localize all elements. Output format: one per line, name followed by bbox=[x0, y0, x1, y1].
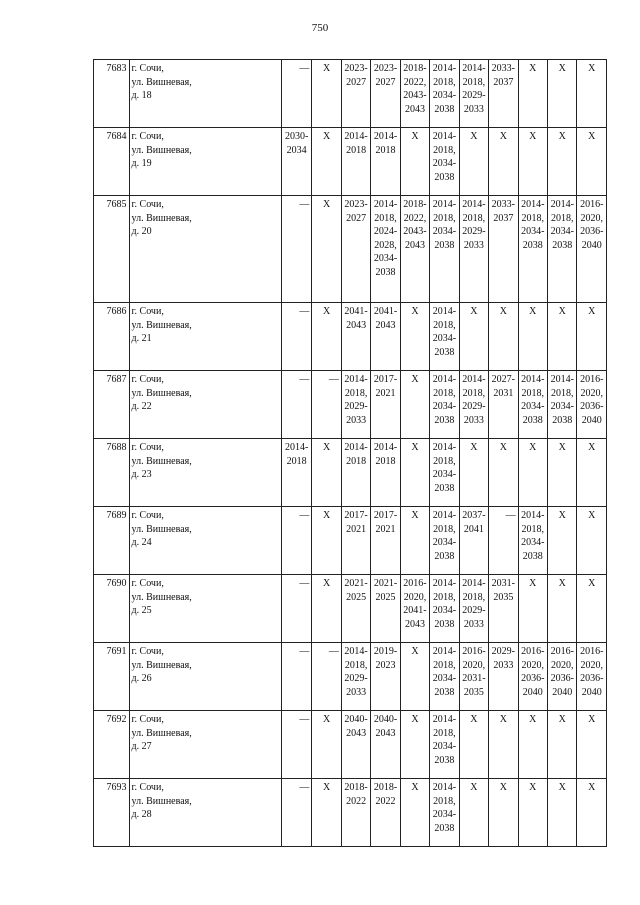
period-cell: X bbox=[548, 128, 577, 196]
period-cell: — bbox=[281, 371, 311, 439]
period-cell: 2018- 2022 bbox=[371, 779, 400, 847]
period-cell: — bbox=[281, 779, 311, 847]
period-cell: X bbox=[548, 711, 577, 779]
period-cell: 2014- 2018, 2034- 2038 bbox=[430, 779, 459, 847]
period-cell: 2014- 2018, 2034- 2038 bbox=[518, 196, 547, 303]
record-number: 7687 bbox=[94, 371, 130, 439]
period-cell: 2019- 2023 bbox=[371, 643, 400, 711]
table-row bbox=[94, 507, 607, 575]
period-cell: 2014- 2018, 2029- 2033 bbox=[341, 371, 370, 439]
period-cell: 2040- 2043 bbox=[371, 711, 400, 779]
period-cell: X bbox=[400, 371, 429, 439]
register-table bbox=[93, 59, 607, 847]
table-row bbox=[94, 196, 607, 303]
period-cell: X bbox=[577, 128, 607, 196]
period-cell: 2014- 2018, 2034- 2038 bbox=[430, 60, 459, 128]
period-cell: 2014- 2018 bbox=[371, 128, 400, 196]
period-cell: X bbox=[312, 439, 341, 507]
record-number: 7691 bbox=[94, 643, 130, 711]
period-cell: — bbox=[281, 303, 311, 371]
period-cell: 2014- 2018, 2034- 2038 bbox=[430, 439, 459, 507]
period-cell: — bbox=[281, 196, 311, 303]
table-row bbox=[94, 779, 607, 847]
period-cell: 2023- 2027 bbox=[341, 196, 370, 303]
period-cell: X bbox=[548, 60, 577, 128]
table-row bbox=[94, 643, 607, 711]
period-cell: — bbox=[489, 507, 518, 575]
period-cell: — bbox=[312, 371, 341, 439]
period-cell: — bbox=[281, 575, 311, 643]
period-cell: 2014- 2018, 2034- 2038 bbox=[430, 128, 459, 196]
period-cell: 2014- 2018, 2034- 2038 bbox=[518, 371, 547, 439]
period-cell: 2021- 2025 bbox=[341, 575, 370, 643]
table-row bbox=[94, 439, 607, 507]
period-cell: X bbox=[400, 439, 429, 507]
record-number: 7683 bbox=[94, 60, 130, 128]
period-cell: 2033- 2037 bbox=[489, 196, 518, 303]
period-cell: — bbox=[281, 711, 311, 779]
table-row bbox=[94, 371, 607, 439]
period-cell: 2014- 2018, 2029- 2033 bbox=[459, 60, 488, 128]
period-cell: X bbox=[400, 779, 429, 847]
period-cell: 2014- 2018, 2029- 2033 bbox=[459, 575, 488, 643]
period-cell: — bbox=[281, 60, 311, 128]
table-row bbox=[94, 303, 607, 371]
record-number: 7693 bbox=[94, 779, 130, 847]
address-cell: г. Сочи, ул. Вишневая, д. 27 bbox=[129, 711, 281, 779]
record-number: 7686 bbox=[94, 303, 130, 371]
address-cell: г. Сочи, ул. Вишневая, д. 26 bbox=[129, 643, 281, 711]
period-cell: 2014- 2018 bbox=[281, 439, 311, 507]
period-cell: X bbox=[312, 60, 341, 128]
period-cell: 2037- 2041 bbox=[459, 507, 488, 575]
period-cell: — bbox=[281, 507, 311, 575]
period-cell: 2014- 2018, 2034- 2038 bbox=[548, 371, 577, 439]
period-cell: X bbox=[518, 439, 547, 507]
period-cell: 2016- 2020, 2031- 2035 bbox=[459, 643, 488, 711]
period-cell: 2041- 2043 bbox=[341, 303, 370, 371]
period-cell: 2014- 2018, 2029- 2033 bbox=[459, 371, 488, 439]
period-cell: X bbox=[312, 303, 341, 371]
address-cell: г. Сочи, ул. Вишневая, д. 21 bbox=[129, 303, 281, 371]
period-cell: X bbox=[548, 439, 577, 507]
period-cell: 2018- 2022, 2043- 2043 bbox=[400, 60, 429, 128]
period-cell: X bbox=[312, 507, 341, 575]
period-cell: 2033- 2037 bbox=[489, 60, 518, 128]
address-cell: г. Сочи, ул. Вишневая, д. 19 bbox=[129, 128, 281, 196]
period-cell: X bbox=[459, 439, 488, 507]
period-cell: X bbox=[548, 507, 577, 575]
period-cell: X bbox=[489, 303, 518, 371]
period-cell: 2041- 2043 bbox=[371, 303, 400, 371]
period-cell: X bbox=[577, 60, 607, 128]
period-cell: X bbox=[518, 575, 547, 643]
period-cell: 2016- 2020, 2036- 2040 bbox=[548, 643, 577, 711]
address-cell: г. Сочи, ул. Вишневая, д. 23 bbox=[129, 439, 281, 507]
period-cell: X bbox=[577, 303, 607, 371]
address-cell: г. Сочи, ул. Вишневая, д. 28 bbox=[129, 779, 281, 847]
period-cell: X bbox=[489, 779, 518, 847]
period-cell: 2018- 2022, 2043- 2043 bbox=[400, 196, 429, 303]
table-row bbox=[94, 128, 607, 196]
record-number: 7692 bbox=[94, 711, 130, 779]
period-cell: 2016- 2020, 2036- 2040 bbox=[577, 371, 607, 439]
period-cell: 2016- 2020, 2041- 2043 bbox=[400, 575, 429, 643]
period-cell: 2014- 2018, 2034- 2038 bbox=[430, 371, 459, 439]
period-cell: X bbox=[489, 439, 518, 507]
period-cell: 2014- 2018, 2034- 2038 bbox=[518, 507, 547, 575]
period-cell: X bbox=[577, 507, 607, 575]
period-cell: X bbox=[489, 128, 518, 196]
period-cell: 2014- 2018 bbox=[341, 128, 370, 196]
page-number: 750 bbox=[311, 22, 329, 34]
period-cell: X bbox=[577, 711, 607, 779]
period-cell: 2023- 2027 bbox=[341, 60, 370, 128]
period-cell: 2014- 2018, 2034- 2038 bbox=[430, 303, 459, 371]
period-cell: 2017- 2021 bbox=[371, 507, 400, 575]
period-cell: 2040- 2043 bbox=[341, 711, 370, 779]
table-row bbox=[94, 575, 607, 643]
period-cell: X bbox=[312, 128, 341, 196]
record-number: 7690 bbox=[94, 575, 130, 643]
period-cell: X bbox=[312, 711, 341, 779]
period-cell: X bbox=[400, 128, 429, 196]
period-cell: — bbox=[281, 643, 311, 711]
period-cell: 2017- 2021 bbox=[341, 507, 370, 575]
period-cell: X bbox=[400, 303, 429, 371]
period-cell: X bbox=[400, 643, 429, 711]
period-cell: 2014- 2018, 2029- 2033 bbox=[341, 643, 370, 711]
period-cell: 2016- 2020, 2036- 2040 bbox=[577, 643, 607, 711]
period-cell: X bbox=[577, 575, 607, 643]
period-cell: X bbox=[459, 711, 488, 779]
period-cell: X bbox=[518, 128, 547, 196]
period-cell: X bbox=[459, 128, 488, 196]
period-cell: 2016- 2020, 2036- 2040 bbox=[518, 643, 547, 711]
period-cell: X bbox=[459, 779, 488, 847]
period-cell: 2029- 2033 bbox=[489, 643, 518, 711]
period-cell: X bbox=[489, 711, 518, 779]
period-cell: X bbox=[312, 779, 341, 847]
period-cell: X bbox=[518, 711, 547, 779]
period-cell: X bbox=[312, 196, 341, 303]
address-cell: г. Сочи, ул. Вишневая, д. 20 bbox=[129, 196, 281, 303]
period-cell: 2014- 2018, 2034- 2038 bbox=[430, 507, 459, 575]
period-cell: 2014- 2018, 2034- 2038 bbox=[430, 196, 459, 303]
address-cell: г. Сочи, ул. Вишневая, д. 18 bbox=[129, 60, 281, 128]
period-cell: 2018- 2022 bbox=[341, 779, 370, 847]
period-cell: X bbox=[400, 711, 429, 779]
table-row bbox=[94, 711, 607, 779]
address-cell: г. Сочи, ул. Вишневая, д. 25 bbox=[129, 575, 281, 643]
table-row bbox=[94, 60, 607, 128]
period-cell: 2014- 2018, 2034- 2038 bbox=[430, 575, 459, 643]
period-cell: — bbox=[312, 643, 341, 711]
period-cell: 2016- 2020, 2036- 2040 bbox=[577, 196, 607, 303]
period-cell: X bbox=[518, 303, 547, 371]
period-cell: 2027- 2031 bbox=[489, 371, 518, 439]
period-cell: 2023- 2027 bbox=[371, 60, 400, 128]
period-cell: X bbox=[400, 507, 429, 575]
period-cell: 2014- 2018 bbox=[371, 439, 400, 507]
period-cell: X bbox=[577, 779, 607, 847]
period-cell: 2017- 2021 bbox=[371, 371, 400, 439]
period-cell: 2014- 2018, 2034- 2038 bbox=[548, 196, 577, 303]
period-cell: X bbox=[518, 779, 547, 847]
period-cell: 2014- 2018, 2034- 2038 bbox=[430, 711, 459, 779]
period-cell: 2021- 2025 bbox=[371, 575, 400, 643]
period-cell: X bbox=[548, 303, 577, 371]
record-number: 7689 bbox=[94, 507, 130, 575]
address-cell: г. Сочи, ул. Вишневая, д. 22 bbox=[129, 371, 281, 439]
period-cell: 2014- 2018, 2034- 2038 bbox=[430, 643, 459, 711]
record-number: 7688 bbox=[94, 439, 130, 507]
period-cell: X bbox=[459, 303, 488, 371]
period-cell: X bbox=[577, 439, 607, 507]
record-number: 7685 bbox=[94, 196, 130, 303]
period-cell: 2030- 2034 bbox=[281, 128, 311, 196]
period-cell: 2031- 2035 bbox=[489, 575, 518, 643]
period-cell: X bbox=[312, 575, 341, 643]
period-cell: 2014- 2018, 2024- 2028, 2034- 2038 bbox=[371, 196, 400, 303]
period-cell: X bbox=[518, 60, 547, 128]
address-cell: г. Сочи, ул. Вишневая, д. 24 bbox=[129, 507, 281, 575]
period-cell: X bbox=[548, 575, 577, 643]
period-cell: X bbox=[548, 779, 577, 847]
record-number: 7684 bbox=[94, 128, 130, 196]
period-cell: 2014- 2018 bbox=[341, 439, 370, 507]
period-cell: 2014- 2018, 2029- 2033 bbox=[459, 196, 488, 303]
